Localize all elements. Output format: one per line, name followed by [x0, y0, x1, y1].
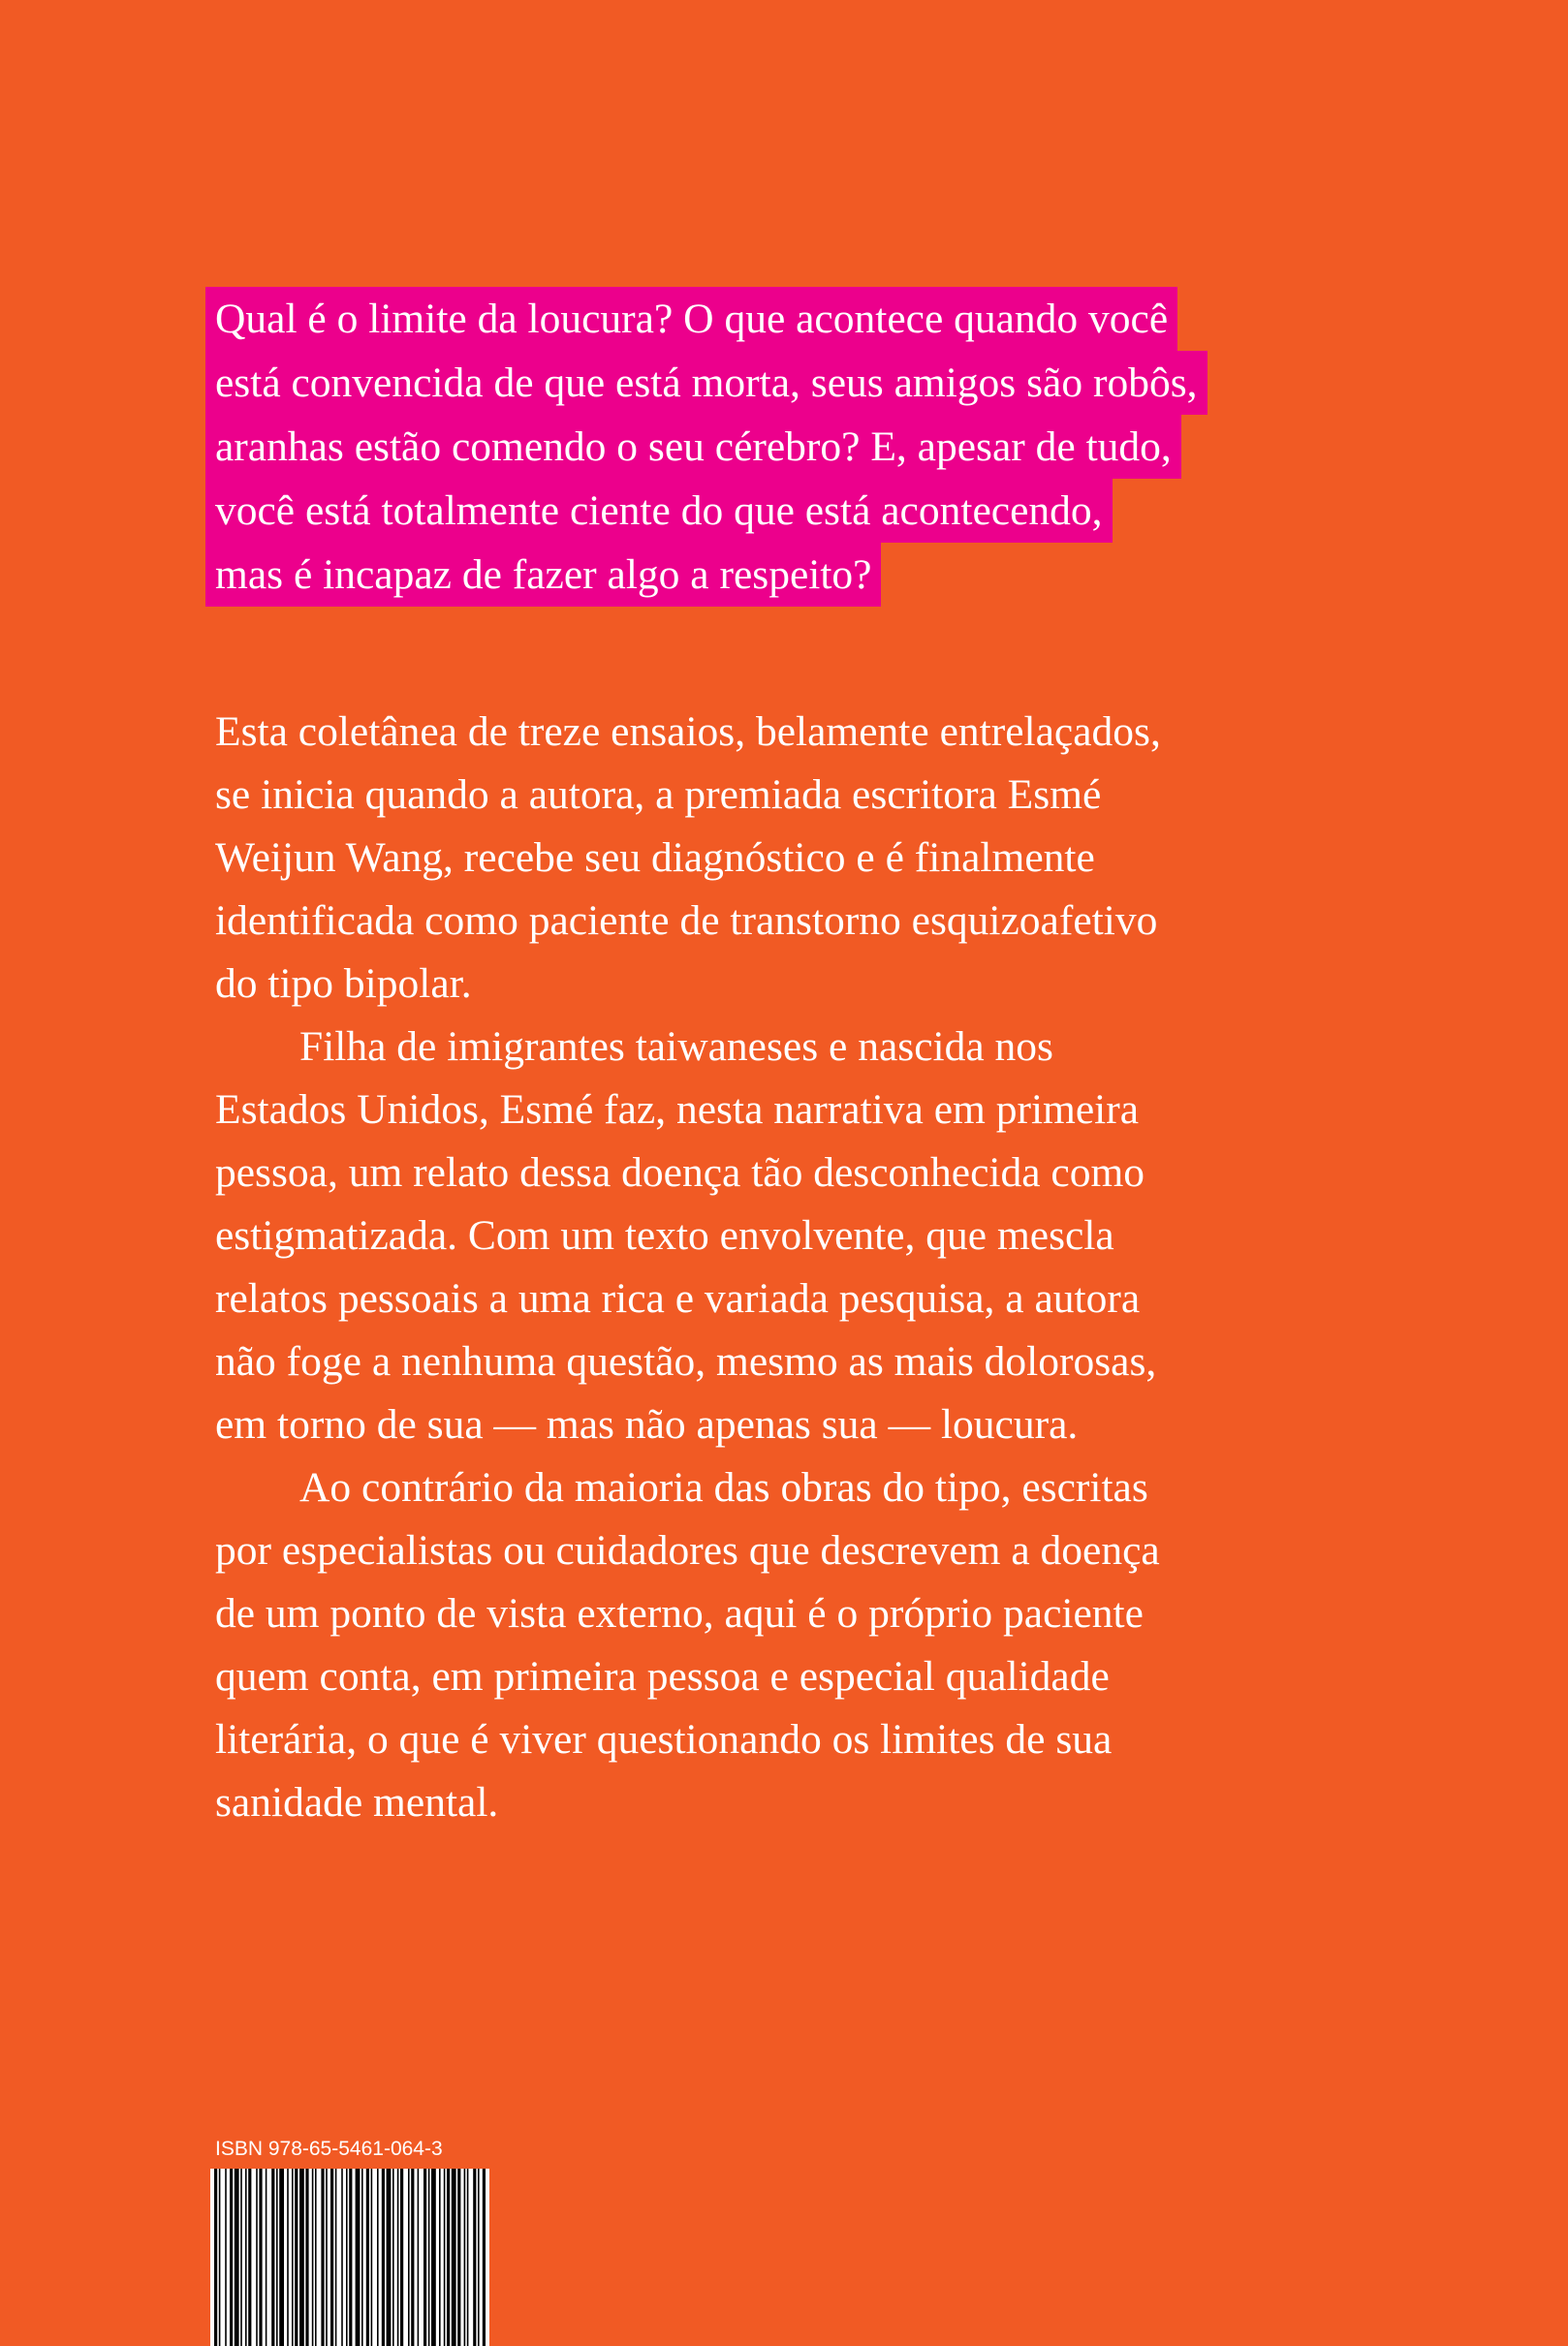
- barcode-bar: [377, 2169, 379, 2346]
- barcode-bar: [452, 2169, 456, 2346]
- barcode-bar: [356, 2169, 361, 2346]
- barcode-bar: [240, 2169, 242, 2346]
- synopsis-line-14: por especialistas ou cuidadores que descrevem a doença: [215, 1527, 1160, 1574]
- highlight-line-4: você está totalmente ciente do que está acontecendo,: [205, 479, 1113, 543]
- synopsis-line-7: Estados Unidos, Esmé faz, nesta narrativa em primeira: [215, 1086, 1140, 1133]
- synopsis-line-5: do tipo bipolar.: [215, 960, 472, 1007]
- barcode-bar: [341, 2169, 343, 2346]
- barcode: [210, 2169, 489, 2346]
- barcode-bar: [387, 2169, 392, 2346]
- highlight-line-5: mas é incapaz de fazer algo a respeito?: [205, 543, 881, 607]
- barcode-bar: [225, 2169, 227, 2346]
- barcode-bar: [408, 2169, 410, 2346]
- synopsis-line-2: se inicia quando a autora, a premiada escritora Esmé: [215, 771, 1102, 818]
- barcode-bar: [315, 2169, 317, 2346]
- synopsis-line-10: relatos pessoais a uma rica e variada pesquisa, a autora: [215, 1275, 1141, 1322]
- barcode-bar: [245, 2169, 247, 2346]
- barcode-bar: [473, 2169, 476, 2346]
- barcode-bar: [248, 2169, 251, 2346]
- isbn-number: ISBN 978-65-5461-064-3: [215, 2138, 443, 2160]
- barcode-bar: [444, 2169, 446, 2346]
- synopsis-line-3: Weijun Wang, recebe seu diagnóstico e é finalmente: [215, 834, 1095, 881]
- barcode-bar: [431, 2169, 436, 2346]
- barcode-bar: [349, 2169, 352, 2346]
- barcode-bar: [382, 2169, 385, 2346]
- barcode-bar: [423, 2169, 426, 2346]
- synopsis-line-18: sanidade mental.: [215, 1779, 499, 1826]
- barcode-bar: [371, 2169, 373, 2346]
- synopsis-line-8: pessoa, um relato dessa doença tão desconhecida como: [215, 1149, 1145, 1196]
- barcode-bar: [230, 2169, 233, 2346]
- barcode-bar: [219, 2169, 221, 2346]
- barcode-bar: [478, 2169, 480, 2346]
- barcode-bar: [411, 2169, 414, 2346]
- barcode-bar: [439, 2169, 441, 2346]
- highlight-line-2: está convencida de que está morta, seus amigos são robôs,: [205, 351, 1207, 415]
- barcode-bar: [266, 2169, 267, 2346]
- barcode-bar: [214, 2169, 217, 2346]
- barcode-bars: [210, 2169, 489, 2346]
- barcode-bar: [299, 2169, 304, 2346]
- barcode-bar: [483, 2169, 486, 2346]
- barcode-bar: [271, 2169, 274, 2346]
- barcode-bar: [428, 2169, 430, 2346]
- synopsis-line-4: identificada como paciente de transtorno esquizoafetivo: [215, 897, 1158, 944]
- barcode-bar: [335, 2169, 337, 2346]
- synopsis-line-17: literária, o que é viver questionando os limites de sua: [215, 1716, 1113, 1763]
- barcode-bar: [346, 2169, 348, 2346]
- synopsis-line-13: Ao contrário da maioria das obras do tipo, escritas: [299, 1464, 1148, 1511]
- barcode-bar: [400, 2169, 403, 2346]
- barcode-bar: [259, 2169, 262, 2346]
- barcode-bar: [235, 2169, 239, 2346]
- barcode-bar: [447, 2169, 450, 2346]
- barcode-bar: [292, 2169, 294, 2346]
- barcode-bar: [392, 2169, 394, 2346]
- barcode-bar: [457, 2169, 460, 2346]
- barcode-bar: [330, 2169, 333, 2346]
- barcode-bar: [295, 2169, 298, 2346]
- barcode-bar: [256, 2169, 258, 2346]
- barcode-bar: [305, 2169, 308, 2346]
- highlighted-blurb: [205, 287, 1368, 607]
- synopsis-line-16: quem conta, em primeira pessoa e especial qualidade: [215, 1653, 1110, 1700]
- barcode-bar: [287, 2169, 289, 2346]
- barcode-bar: [279, 2169, 284, 2346]
- barcode-bar: [321, 2169, 324, 2346]
- barcode-bar: [361, 2169, 363, 2346]
- highlight-line-3: aranhas estão comendo o seu cérebro? E, apesar de tudo,: [205, 415, 1181, 479]
- synopsis-line-12: em torno de sua — mas não apenas sua — loucura.: [215, 1401, 1079, 1448]
- synopsis-line-1: Esta coletânea de treze ensaios, belamente entrelaçados,: [215, 708, 1161, 755]
- synopsis-line-9: estigmatizada. Com um texto envolvente, que mescla: [215, 1212, 1114, 1259]
- barcode-bar: [464, 2169, 466, 2346]
- barcode-bar: [276, 2169, 278, 2346]
- barcode-bar: [418, 2169, 420, 2346]
- barcode-bar: [397, 2169, 399, 2346]
- barcode-bar: [467, 2169, 469, 2346]
- highlight-line-1: Qual é o limite da loucura? O que acontece quando você: [205, 287, 1177, 351]
- barcode-bar: [326, 2169, 328, 2346]
- synopsis-text: [215, 701, 1330, 1834]
- barcode-bar: [366, 2169, 369, 2346]
- synopsis-line-11: não foge a nenhuma questão, mesmo as mais dolorosas,: [215, 1338, 1157, 1385]
- barcode-bar: [312, 2169, 314, 2346]
- synopsis-line-6: Filha de imigrantes taiwaneses e nascida nos: [299, 1023, 1053, 1070]
- synopsis-line-15: de um ponto de vista externo, aqui é o próprio paciente: [215, 1590, 1144, 1637]
